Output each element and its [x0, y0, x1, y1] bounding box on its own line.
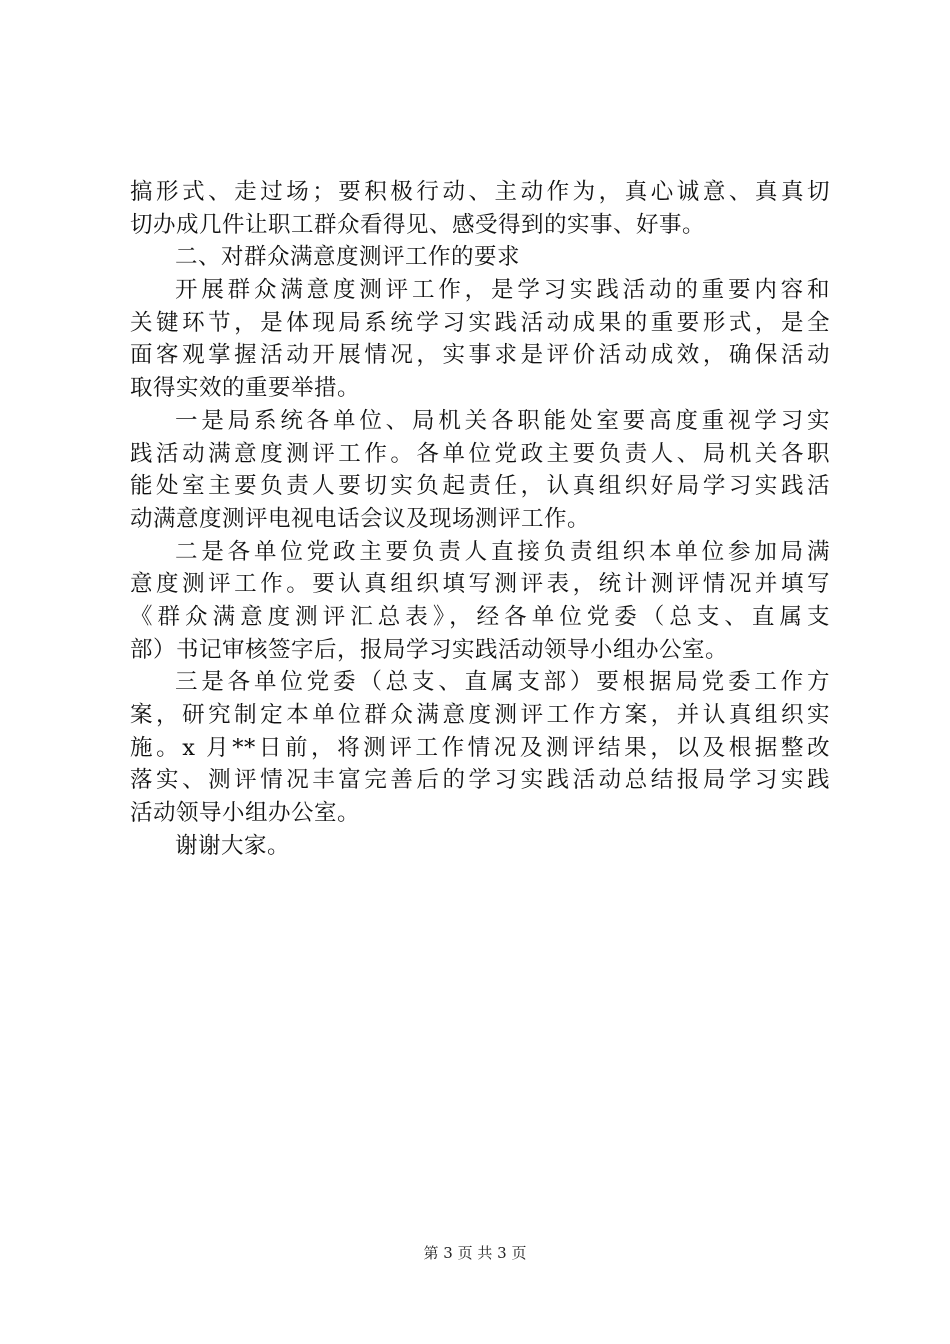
- text-line: 开展群众满意度测评工作，是学习实践活动的重要内容和: [175, 277, 830, 304]
- text-line: 切办成几件让职工群众看得见、感受得到的实事、好事。: [130, 211, 706, 238]
- text-line: 践活动满意度测评工作。各单位党政主要负责人、局机关各职: [130, 440, 830, 467]
- text-line: 案，研究制定本单位群众满意度测评工作方案，并认真组织实: [130, 702, 830, 728]
- text-line: 面客观掌握活动开展情况，实事求是评价活动成效，确保活动: [130, 342, 830, 369]
- text-line: 能处室主要负责人要切实负起责任，认真组织好局学习实践活: [130, 473, 830, 500]
- page-footer: 第 3 页 共 3 页: [423, 1244, 527, 1262]
- text-line: 二、对群众满意度测评工作的要求: [175, 244, 521, 271]
- text-line: 一是局系统各单位、局机关各职能处室要高度重视学习实: [175, 407, 830, 434]
- text-line: 活动领导小组办公室。: [130, 800, 361, 827]
- text-line: 取得实效的重要举措。: [130, 375, 361, 402]
- document-body: [130, 176, 830, 862]
- text-line: 施。x 月**日前，将测评工作情况及测评结果，以及根据整改: [130, 734, 830, 761]
- text-line: 意度测评工作。要认真组织填写测评表，统计测评情况并填写: [130, 571, 830, 598]
- text-line: 落实、测评情况丰富完善后的学习实践活动总结报局学习实践: [130, 767, 830, 794]
- text-line: 部）书记审核签字后，报局学习实践活动领导小组办公室。: [130, 636, 729, 663]
- text-line: 《群众满意度测评汇总表》，经各单位党委（总支、直属支: [130, 603, 830, 630]
- text-line: 动满意度测评电视电话会议及现场测评工作。: [130, 505, 591, 532]
- text-line: 二是各单位党政主要负责人直接负责组织本单位参加局满: [175, 538, 830, 565]
- text-line: 搞形式、走过场；要积极行动、主动作为，真心诚意、真真切: [130, 179, 830, 205]
- text-line: 谢谢大家。: [175, 832, 291, 859]
- text-line: 三是各单位党委（总支、直属支部）要根据局党委工作方: [175, 669, 830, 696]
- text-line: 关键环节，是体现局系统学习实践活动成果的重要形式，是全: [130, 309, 830, 336]
